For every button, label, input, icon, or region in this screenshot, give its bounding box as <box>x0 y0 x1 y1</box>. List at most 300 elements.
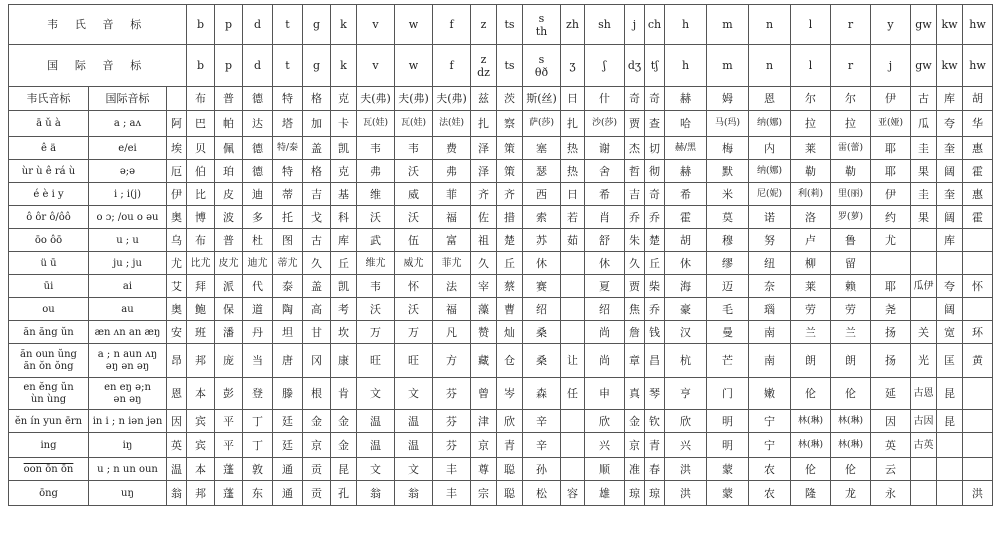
wade-giles-line: ê ä <box>40 142 57 154</box>
chinese-cell: 丁 <box>243 410 273 433</box>
chinese-cell: 宽 <box>937 321 963 344</box>
chinese-cell: 日 <box>561 183 585 206</box>
chinese-cell: 瑟 <box>523 160 561 183</box>
chinese-cell: 朱 <box>625 229 645 252</box>
phoneme-cell <box>395 45 433 87</box>
chinese-cell: 加 <box>303 111 331 137</box>
chinese-cell: 劳 <box>831 298 871 321</box>
chinese-cell: 哲 <box>625 160 645 183</box>
wade-giles-line: ăn ŏn ŏng <box>23 360 74 372</box>
phoneme-line: kw <box>941 59 958 72</box>
chinese-cell: 冈 <box>303 344 331 378</box>
subheader-cell: 夫(弗) <box>357 87 395 111</box>
chinese-cell <box>561 458 585 481</box>
phoneme-line: z <box>480 18 487 31</box>
phoneme-line: f <box>449 18 454 31</box>
chinese-cell: 吉 <box>303 183 331 206</box>
chinese-cell <box>963 298 993 321</box>
chinese-cell: 隆 <box>791 481 831 506</box>
chinese-cell: 温 <box>357 433 395 458</box>
chinese-cell: 贾 <box>625 111 645 137</box>
chinese-cell: 尤 <box>871 229 911 252</box>
chinese-cell: 默 <box>707 160 749 183</box>
chinese-cell: 耶 <box>871 275 911 298</box>
chinese-cell: 里(丽) <box>831 183 871 206</box>
chinese-cell: 韦 <box>357 275 395 298</box>
ipa-cell <box>89 410 167 433</box>
phoneme-line: r <box>847 59 854 72</box>
phoneme-cell <box>963 5 993 45</box>
chinese-cell: 当 <box>243 344 273 378</box>
chinese-cell: 芬 <box>433 410 471 433</box>
chinese-cell <box>871 252 911 275</box>
chinese-cell: 耶 <box>871 137 911 160</box>
chinese-cell: 凯 <box>331 137 357 160</box>
chinese-cell: 沙(莎) <box>585 111 625 137</box>
chinese-cell: 茹 <box>561 229 585 252</box>
subheader-cell: 什 <box>585 87 625 111</box>
chinese-cell: 翁 <box>395 481 433 506</box>
chinese-cell: 菲 <box>433 183 471 206</box>
phoneme-cell <box>273 5 303 45</box>
wade-giles-cell <box>9 458 89 481</box>
chinese-cell <box>911 298 937 321</box>
chinese-cell: 托 <box>273 206 303 229</box>
phoneme-cell <box>433 45 471 87</box>
ipa-cell <box>89 275 167 298</box>
chinese-cell: 真 <box>625 378 645 410</box>
phoneme-line: ʒ <box>569 59 576 72</box>
wade-giles-line: ăn ăng ŭn <box>23 326 74 338</box>
table-row <box>9 111 993 137</box>
chinese-cell <box>937 481 963 506</box>
chinese-cell: 古因 <box>911 410 937 433</box>
ipa-cell <box>89 458 167 481</box>
ipa-line: o ɔ; /ou o əu <box>96 211 159 223</box>
chinese-cell: 盖 <box>303 137 331 160</box>
chinese-cell: 威尤 <box>395 252 433 275</box>
phoneme-line: n <box>765 18 774 31</box>
wade-giles-line: ĕn ín yun ērn <box>14 415 83 427</box>
chinese-cell: 丘 <box>645 252 665 275</box>
phoneme-cell <box>937 45 963 87</box>
chinese-cell: 塞 <box>523 137 561 160</box>
chinese-cell <box>937 252 963 275</box>
chinese-cell: 平 <box>215 410 243 433</box>
wade-giles-line: ōo ôō <box>34 234 63 246</box>
chinese-cell: 桑 <box>523 321 561 344</box>
phoneme-line: ts <box>504 59 515 72</box>
subheader-cell: 胡 <box>963 87 993 111</box>
wade-giles-cell <box>9 229 89 252</box>
chinese-cell: 潘 <box>215 321 243 344</box>
chinese-cell: 汉 <box>665 321 707 344</box>
chinese-cell: 金 <box>331 433 357 458</box>
chinese-cell: 乔 <box>645 206 665 229</box>
chinese-cell: 鲁 <box>831 229 871 252</box>
chinese-cell: 旺 <box>395 344 433 378</box>
phoneme-line: n <box>765 59 774 72</box>
phoneme-line: h <box>681 18 690 31</box>
chinese-cell <box>963 410 993 433</box>
chinese-cell: 比尤 <box>187 252 215 275</box>
ipa-cell <box>89 344 167 378</box>
phoneme-cell <box>497 45 523 87</box>
chinese-cell: 杜 <box>243 229 273 252</box>
chinese-cell: 丘 <box>497 252 523 275</box>
chinese-cell: 珀 <box>215 160 243 183</box>
chinese-cell: 辛 <box>523 410 561 433</box>
ipa-cell <box>89 183 167 206</box>
chinese-cell: 巴 <box>187 111 215 137</box>
chinese-cell: 赫/黑 <box>665 137 707 160</box>
chinese-cell: 瓦(娃) <box>395 111 433 137</box>
phoneme-cell <box>331 5 357 45</box>
phoneme-line: r <box>847 18 854 31</box>
chinese-cell: 弗 <box>357 160 395 183</box>
phoneme-cell <box>585 45 625 87</box>
chinese-cell: 佩 <box>215 137 243 160</box>
chinese-cell: 林(琳) <box>791 410 831 433</box>
chinese-cell: 赞 <box>471 321 497 344</box>
phoneme-line: s <box>538 52 545 66</box>
phoneme-cell <box>585 5 625 45</box>
chinese-cell: 埃 <box>167 137 187 160</box>
phoneme-cell <box>561 5 585 45</box>
chinese-cell: 缪 <box>707 252 749 275</box>
chinese-cell: 莫 <box>707 206 749 229</box>
chinese-cell: 青 <box>645 433 665 458</box>
ipa-line: ai <box>122 280 133 292</box>
subheader-cell: 奇 <box>625 87 645 111</box>
chinese-cell: 春 <box>645 458 665 481</box>
ipa-line: in i ; n iən jən <box>92 415 163 427</box>
chinese-cell: 容 <box>561 481 585 506</box>
chinese-cell: 劳 <box>791 298 831 321</box>
chinese-cell: 内 <box>749 137 791 160</box>
chinese-cell: 维尤 <box>357 252 395 275</box>
chinese-cell: 金 <box>331 410 357 433</box>
chinese-cell: 孔 <box>331 481 357 506</box>
table-row <box>9 298 993 321</box>
table-row <box>9 229 993 252</box>
chinese-cell: 伦 <box>831 378 871 410</box>
chinese-cell: 曾 <box>471 378 497 410</box>
table-row <box>9 458 993 481</box>
phoneme-line: m <box>722 59 733 72</box>
wade-giles-line: ùr ù ê rá ù <box>21 165 76 177</box>
chinese-cell: 蒙 <box>707 481 749 506</box>
phoneme-cell <box>963 45 993 87</box>
chinese-cell: 格 <box>303 160 331 183</box>
chinese-cell: 昆 <box>937 378 963 410</box>
chinese-cell <box>963 229 993 252</box>
chinese-cell: 芬 <box>433 433 471 458</box>
chinese-cell: 洛 <box>791 206 831 229</box>
chinese-cell: 杰 <box>625 137 645 160</box>
chinese-cell: 杭 <box>665 344 707 378</box>
chinese-cell: 马(玛) <box>707 111 749 137</box>
chinese-cell: 欣 <box>665 410 707 433</box>
chinese-cell: 林(琳) <box>831 410 871 433</box>
table-row <box>9 160 993 183</box>
phoneme-line: v <box>372 18 379 31</box>
phoneme-line: hw <box>969 18 986 31</box>
phoneme-cell <box>471 5 497 45</box>
chinese-cell: 廷 <box>273 433 303 458</box>
chinese-cell: 方 <box>433 344 471 378</box>
chinese-cell: 瓦(娃) <box>357 111 395 137</box>
chinese-cell: 策 <box>497 160 523 183</box>
chinese-cell: 昆 <box>937 410 963 433</box>
chinese-cell: 切 <box>645 137 665 160</box>
phoneme-line: f <box>449 59 454 72</box>
chinese-cell: 明 <box>707 433 749 458</box>
chinese-cell: 瓜伊 <box>911 275 937 298</box>
phoneme-line: gw <box>915 59 932 72</box>
phoneme-line: gw <box>915 18 932 31</box>
phoneme-cell <box>665 45 707 87</box>
phoneme-line: k <box>340 18 347 31</box>
chinese-cell: 索 <box>523 206 561 229</box>
phoneme-line: v <box>372 59 379 72</box>
phoneme-cell <box>357 5 395 45</box>
phoneme-cell <box>625 5 645 45</box>
chinese-cell: 特/泰 <box>273 137 303 160</box>
chinese-cell: 万 <box>357 321 395 344</box>
chinese-cell <box>963 433 993 458</box>
subheader-cell: 尔 <box>791 87 831 111</box>
chinese-cell: 齐 <box>497 183 523 206</box>
chinese-cell: 贡 <box>303 458 331 481</box>
wade-giles-cell <box>9 137 89 160</box>
chinese-cell: 洪 <box>963 481 993 506</box>
ipa-line: au <box>121 303 134 315</box>
wade-giles-cell <box>9 275 89 298</box>
wade-giles-cell <box>9 344 89 378</box>
chinese-cell: 库 <box>331 229 357 252</box>
table-row <box>9 321 993 344</box>
phoneme-line: w <box>408 59 419 72</box>
chinese-cell: 齐 <box>471 183 497 206</box>
chinese-cell: 金 <box>625 410 645 433</box>
chinese-cell: 顺 <box>585 458 625 481</box>
phoneme-line: j <box>888 59 893 72</box>
chinese-cell: 蒂尤 <box>273 252 303 275</box>
chinese-cell: 曹 <box>497 298 523 321</box>
phoneme-cell <box>625 45 645 87</box>
wade-giles-cell <box>9 183 89 206</box>
chinese-cell: 希 <box>585 183 625 206</box>
chinese-cell: 克 <box>331 160 357 183</box>
wade-giles-line: ü ū <box>40 257 57 269</box>
chinese-cell: 准 <box>625 458 645 481</box>
phoneme-cell <box>433 5 471 45</box>
chinese-cell: 延 <box>871 378 911 410</box>
phoneme-cell <box>937 5 963 45</box>
chinese-cell: 圭 <box>911 183 937 206</box>
chinese-cell: 廷 <box>273 410 303 433</box>
subheader-cell: 奇 <box>645 87 665 111</box>
phoneme-cell <box>243 5 273 45</box>
table-row <box>9 206 993 229</box>
chinese-cell: 朗 <box>791 344 831 378</box>
chinese-cell: 艾 <box>167 275 187 298</box>
chinese-cell: 林(琳) <box>831 433 871 458</box>
chinese-cell: 罗(萝) <box>831 206 871 229</box>
chinese-cell: 乔 <box>645 298 665 321</box>
phoneme-cell <box>645 45 665 87</box>
chinese-cell: 夏 <box>585 275 625 298</box>
ipa-cell <box>89 229 167 252</box>
chinese-cell: 云 <box>871 458 911 481</box>
subheader-wade: 韦氏音标 <box>9 87 89 111</box>
chinese-cell: 宾 <box>187 433 215 458</box>
phoneme-cell <box>749 5 791 45</box>
phoneme-cell <box>911 45 937 87</box>
chinese-cell: 昂 <box>167 344 187 378</box>
chinese-cell: 环 <box>963 321 993 344</box>
chinese-cell: 米 <box>707 183 749 206</box>
table-row <box>9 378 993 410</box>
chinese-cell: 温 <box>395 433 433 458</box>
chinese-cell: 蒂 <box>273 183 303 206</box>
phoneme-line: g <box>312 59 321 72</box>
chinese-cell: 兰 <box>831 321 871 344</box>
chinese-cell <box>937 458 963 481</box>
chinese-cell: 津 <box>471 410 497 433</box>
chinese-cell: 登 <box>243 378 273 410</box>
chinese-cell: 萨(莎) <box>523 111 561 137</box>
chinese-cell <box>561 410 585 433</box>
ipa-line: u ; u <box>116 234 139 246</box>
chinese-cell: 泽 <box>471 160 497 183</box>
chinese-cell: 敦 <box>243 458 273 481</box>
chinese-cell: 谢 <box>585 137 625 160</box>
chinese-cell: 图 <box>273 229 303 252</box>
chinese-cell: 惠 <box>963 183 993 206</box>
chinese-cell: 嫩 <box>749 378 791 410</box>
subheader-cell: 克 <box>331 87 357 111</box>
chinese-cell: 海 <box>665 275 707 298</box>
chinese-cell: 琴 <box>645 378 665 410</box>
chinese-cell: 伦 <box>831 458 871 481</box>
wade-giles-cell <box>9 298 89 321</box>
chinese-cell: 科 <box>331 206 357 229</box>
chinese-cell: 明 <box>707 410 749 433</box>
header-row <box>9 5 993 45</box>
chinese-cell: 高 <box>303 298 331 321</box>
chinese-cell: 夸 <box>937 275 963 298</box>
chinese-cell: 蔡 <box>497 275 523 298</box>
chinese-cell: 雄 <box>585 481 625 506</box>
chinese-cell: 林(琳) <box>791 433 831 458</box>
chinese-cell: 丰 <box>433 481 471 506</box>
chinese-cell: 比 <box>187 183 215 206</box>
chinese-cell: 霍 <box>665 206 707 229</box>
header-label: 国 际 音 标 <box>9 45 187 87</box>
chinese-cell: 查 <box>645 111 665 137</box>
chinese-cell: 策 <box>497 137 523 160</box>
chinese-cell: 蒙 <box>707 458 749 481</box>
chinese-cell <box>911 458 937 481</box>
chinese-cell: 保 <box>215 298 243 321</box>
chinese-cell: 永 <box>871 481 911 506</box>
chinese-cell: 福 <box>433 298 471 321</box>
phoneme-line: g <box>312 18 321 31</box>
chinese-cell: 温 <box>395 410 433 433</box>
phoneme-line: d <box>253 59 262 72</box>
table-row <box>9 275 993 298</box>
subheader-cell: 普 <box>215 87 243 111</box>
wade-giles-cell <box>9 252 89 275</box>
chinese-cell: 华 <box>963 111 993 137</box>
chinese-cell: 聪 <box>497 458 523 481</box>
ipa-cell <box>89 252 167 275</box>
chinese-cell: 帕 <box>215 111 243 137</box>
chinese-cell: 沃 <box>395 206 433 229</box>
chinese-cell: 滕 <box>273 378 303 410</box>
chinese-cell: 南 <box>749 321 791 344</box>
chinese-cell: 武 <box>357 229 395 252</box>
chinese-cell: 贾 <box>625 275 645 298</box>
chinese-cell: 考 <box>331 298 357 321</box>
phoneme-cell <box>561 45 585 87</box>
chinese-cell <box>561 321 585 344</box>
wade-giles-cell <box>9 410 89 433</box>
chinese-cell: 焦 <box>625 298 645 321</box>
chinese-cell: 南 <box>749 344 791 378</box>
subheader-cell: 夫(弗) <box>433 87 471 111</box>
subheader-cell <box>167 87 187 111</box>
chinese-cell: 贝 <box>187 137 215 160</box>
chinese-cell: 楚 <box>497 229 523 252</box>
wade-giles-line: ùn ùng <box>30 393 67 405</box>
chinese-cell: 伍 <box>395 229 433 252</box>
chinese-cell: 昌 <box>645 344 665 378</box>
ipa-line: a ; n aun ʌŋ <box>97 348 158 360</box>
chinese-cell: 果 <box>911 206 937 229</box>
chinese-cell: 卢 <box>791 229 831 252</box>
chinese-cell: 金 <box>303 410 331 433</box>
chinese-cell: 钦 <box>645 410 665 433</box>
ipa-line: ju ; ju <box>113 257 142 269</box>
chinese-cell: 约 <box>871 206 911 229</box>
chinese-cell: 京 <box>303 433 331 458</box>
chinese-cell: 文 <box>357 378 395 410</box>
chinese-cell: 热 <box>561 160 585 183</box>
chinese-cell: 温 <box>167 458 187 481</box>
wade-giles-cell <box>9 321 89 344</box>
chinese-cell: 让 <box>561 344 585 378</box>
chinese-cell: 欣 <box>585 410 625 433</box>
ipa-line: əŋ ən əŋ <box>105 360 150 372</box>
chinese-cell: 热 <box>561 137 585 160</box>
chinese-cell: 松 <box>523 481 561 506</box>
chinese-cell: 宰 <box>471 275 497 298</box>
chinese-cell: 拉 <box>791 111 831 137</box>
chinese-cell: 柳 <box>791 252 831 275</box>
chinese-cell: 皮尤 <box>215 252 243 275</box>
chinese-cell: 坦 <box>273 321 303 344</box>
chinese-cell: 派 <box>215 275 243 298</box>
chinese-cell: 芬 <box>433 378 471 410</box>
chinese-cell: 旺 <box>357 344 395 378</box>
chinese-cell: 菲尤 <box>433 252 471 275</box>
chinese-cell: 扬 <box>871 344 911 378</box>
chinese-cell: 辛 <box>523 433 561 458</box>
chinese-cell: 尊 <box>471 458 497 481</box>
